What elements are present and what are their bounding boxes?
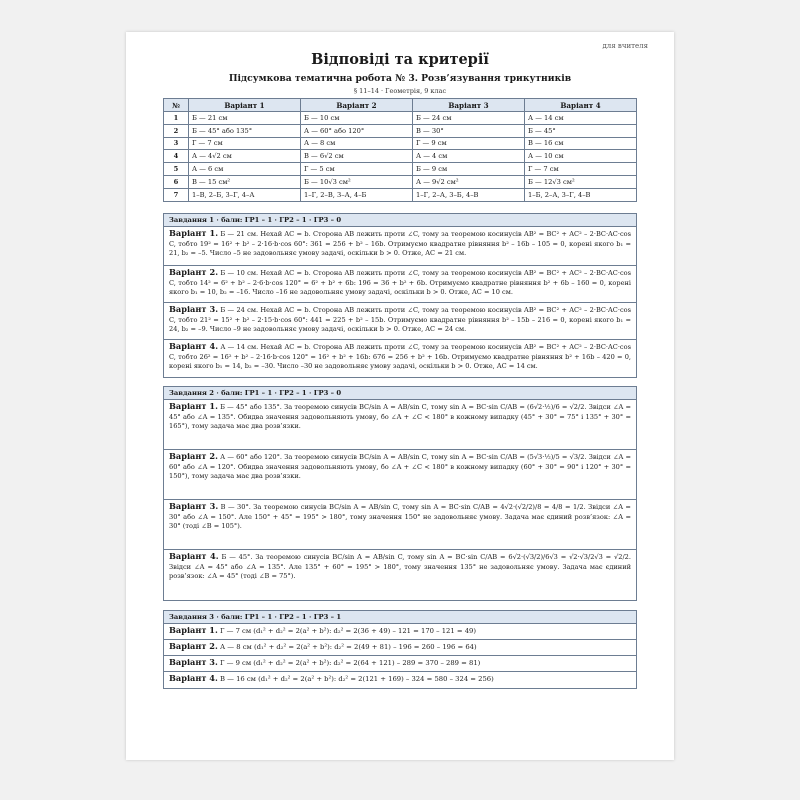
variant-label: Варіант 1. xyxy=(169,228,219,238)
section-note: § 11–14 · Геометрія, 9 клас xyxy=(353,87,447,95)
table-cell: Б — 10 см xyxy=(301,112,413,125)
task-2-heading: Завдання 2 · бали: ГР1 – 1 · ГР2 – 1 · ГР3 – 0 xyxy=(164,387,636,400)
table-cell: А — 6 см xyxy=(189,163,301,176)
variant-solution: А — 60° або 120°. За теоремою синусів BC/sin A = AB/sin C, тому sin A = BC·sin C/AB = (5√3·½)/5 = √3/2. Звідси ∠A = 60° або ∠A = 120°. Обидва значення задовольняють умову, бо ∠A + ∠C < 180° в кожному випадку (60° + 30° = 90° і 120° + 30° = 150°), тому задача має два розв’язки. xyxy=(169,453,631,481)
teacher-label: для вчителя xyxy=(602,42,648,50)
table-cell: Г — 7 см xyxy=(189,137,301,150)
table-cell: 4 xyxy=(164,150,189,163)
table-cell: Б — 21 см xyxy=(189,112,301,125)
table-cell: А — 10 см xyxy=(525,150,637,163)
variant-solution: В — 30°. За теоремою синусів BC/sin A = AB/sin C, тому sin A = BC·sin C/AB = 4√2·(√2/2)/8 = 4/8 = 1/2. Звідси ∠A = 30° або ∠A = 150°. Але 150° + 45° = 195° > 180°, тому значення 150° не задовольняє умову. Задача має єдиний розв’язок: ∠A = 30° (тоді ∠B = 105°). xyxy=(169,503,631,531)
table-row xyxy=(164,137,637,150)
variant-solution: А — 14 см. Нехай AC = b. Сторона AB лежить проти ∠C, тому за теоремою косинусів AB² = BC² + AC² – 2·BC·AC·cos C, тобто 26² = 16² + b² – 2·16·b·cos 120° = 16² + b² + 16b: 676 = 256 + b² + 16b. Отримуємо квадратне рівняння b² + 16b – 420 = 0, корені якого b₁ = 14, b₂ = –30. Число –30 не задовольняє умову задачі, оскільки b > 0. Отже, AC = 14 см. xyxy=(169,343,631,371)
table-row xyxy=(164,150,637,163)
variant-solution: В — 16 см (d₁² + d₂² = 2(a² + b²): d₂² = 2(121 + 169) – 324 = 580 – 324 = 256) xyxy=(219,675,494,683)
table-cell: Б — 45° xyxy=(525,124,637,137)
header-variant-4: Варіант 4 xyxy=(525,99,637,112)
table-row xyxy=(164,175,637,188)
table-cell: А — 4√2 см xyxy=(189,150,301,163)
task-3-variant-4 xyxy=(164,672,636,688)
table-cell: В — 30° xyxy=(413,124,525,137)
variant-solution: Б — 24 см. Нехай AC = b. Сторона AB лежить проти ∠C, тому за теоремою косинусів AB² = BC² + AC² – 2·BC·AC·cos C, тобто 21² = 15² + b² – 2·15·b·cos 60°: 441 = 225 + b² – 15b. Отримуємо квадратне рівняння b² – 15b – 216 = 0, корені якого b₁ = 24, b₂ = –9. Число –9 не задовольняє умову задачі, оскільки b > 0. Отже, AC = 24 см. xyxy=(169,306,631,334)
task-2-variant-1 xyxy=(164,400,636,450)
task-1-variant-3 xyxy=(164,303,636,340)
variant-label: Варіант 3. xyxy=(169,304,219,314)
task-3-variant-1 xyxy=(164,624,636,640)
task-2-variant-3 xyxy=(164,500,636,550)
variant-solution: Г — 7 см (d₁² + d₂² = 2(a² + b²): d₂² = 2(36 + 49) – 121 = 170 – 121 = 49) xyxy=(219,627,476,635)
table-cell: А — 9√2 см² xyxy=(413,175,525,188)
table-cell: Б — 10√3 см² xyxy=(301,175,413,188)
table-cell: В — 16 см xyxy=(525,137,637,150)
table-cell: А — 4 см xyxy=(413,150,525,163)
table-cell: Б — 24 см xyxy=(413,112,525,125)
table-cell: Б — 9 см xyxy=(413,163,525,176)
table-cell: 2 xyxy=(164,124,189,137)
task-1-variant-1 xyxy=(164,227,636,266)
table-row xyxy=(164,188,637,201)
table-cell: 1–В, 2–Б, 3–Г, 4–А xyxy=(189,188,301,201)
variant-label: Варіант 2. xyxy=(169,267,219,277)
table-cell: 3 xyxy=(164,137,189,150)
task-3-heading: Завдання 3 · бали: ГР1 – 1 · ГР2 – 1 · ГР3 – 1 xyxy=(164,611,636,624)
answers-table xyxy=(163,98,637,202)
variant-label: Варіант 3. xyxy=(169,657,218,667)
task-3-block xyxy=(163,610,637,689)
table-cell: Б — 45° або 135° xyxy=(189,124,301,137)
table-cell: 7 xyxy=(164,188,189,201)
table-cell: В — 6√2 см xyxy=(301,150,413,163)
variant-solution: Б — 45° або 135°. За теоремою синусів BC/sin A = AB/sin C, тому sin A = BC·sin C/AB = (6√2·½)/6 = √2/2. Звідси ∠A = 45° або ∠A = 135°. Обидва значення задовольняють умову, бо ∠A + ∠C < 180° в кожному випадку (45° + 30° = 75° і 135° + 30° = 165°), тому задача має два розв’язки. xyxy=(169,403,631,431)
variant-label: Варіант 4. xyxy=(169,673,218,683)
table-cell: 6 xyxy=(164,175,189,188)
variant-solution: А — 8 см (d₁² + d₂² = 2(a² + b²): d₂² = 2(49 + 81) – 196 = 260 – 196 = 64) xyxy=(219,643,477,651)
table-cell: 5 xyxy=(164,163,189,176)
table-cell: 1–Б, 2–А, 3–Г, 4–В xyxy=(525,188,637,201)
variant-solution: Г — 9 см (d₁² + d₂² = 2(a² + b²): d₂² = 2(64 + 121) – 289 = 370 – 289 = 81) xyxy=(219,659,481,667)
header-variant-3: Варіант 3 xyxy=(413,99,525,112)
task-1-heading: Завдання 1 · бали: ГР1 – 1 · ГР2 – 1 · ГР3 – 0 xyxy=(164,214,636,227)
task-2-variant-4 xyxy=(164,550,636,600)
table-cell: Г — 7 см xyxy=(525,163,637,176)
variant-solution: Б — 21 см. Нехай AC = b. Сторона AB лежить проти ∠C, тому за теоремою косинусів AB² = BC² + AC² – 2·BC·AC·cos C, тобто 19² = 16² + b² – 2·16·b·cos 60°: 361 = 256 + b² – 16b. Отримуємо квадратне рівняння b² – 16b – 105 = 0, корені якого b₁ = 21, b₂ = –5. Число –5 не задовольняє умову задачі, оскільки b > 0. Отже, AC = 21 см. xyxy=(169,230,631,258)
variant-label: Варіант 3. xyxy=(169,501,219,511)
table-cell: А — 14 см xyxy=(525,112,637,125)
variant-label: Варіант 1. xyxy=(169,401,218,411)
task-1-variant-2 xyxy=(164,266,636,303)
answers-header-row xyxy=(164,99,637,112)
variant-label: Варіант 1. xyxy=(169,625,218,635)
task-1-variant-4 xyxy=(164,340,636,377)
table-cell: 1–Г, 2–А, 3–Б, 4–В xyxy=(413,188,525,201)
task-3-variant-3 xyxy=(164,656,636,672)
header-variant-1: Варіант 1 xyxy=(189,99,301,112)
table-cell: А — 8 см xyxy=(301,137,413,150)
variant-label: Варіант 2. xyxy=(169,641,218,651)
variant-solution: Б — 45°. За теоремою синусів BC/sin A = AB/sin C, тому sin A = BC·sin C/AB = 6√2·(√3/2)/6√3 = √2·√3/2√3 = √2/2. Звідси ∠A = 45° або ∠A = 135°. Але 135° + 60° = 195° > 180°, тому значення 135° не задовольняє умову. Задача має єдиний розв’язок: ∠A = 45° (тоді ∠B = 75°). xyxy=(169,553,631,581)
task-1-block xyxy=(163,213,637,378)
table-cell: 1 xyxy=(164,112,189,125)
variant-solution: Б — 10 см. Нехай AC = b. Сторона AB лежить проти ∠C, тому за теоремою косинусів AB² = BC² + AC² – 2·BC·AC·cos C, тобто 14² = 6² + b² – 2·6·b·cos 120° = 6² + b² + 6b: 196 = 36 + b² + 6b. Отримуємо квадратне рівняння b² + 6b – 160 = 0, корені якого b₁ = 10, b₂ = –16. Число –16 не задовольняє умову задачі, оскільки b > 0. Отже, AC = 10 см. xyxy=(169,269,631,297)
header-variant-2: Варіант 2 xyxy=(301,99,413,112)
table-cell: Г — 9 см xyxy=(413,137,525,150)
table-cell: А — 60° або 120° xyxy=(301,124,413,137)
task-3-variant-2 xyxy=(164,640,636,656)
table-cell: Б — 12√3 см² xyxy=(525,175,637,188)
table-row xyxy=(164,163,637,176)
table-cell: 1–Г, 2–В, 3–А, 4–Б xyxy=(301,188,413,201)
page-subtitle: Підсумкова тематична робота № 3. Розв’язування трикутників xyxy=(228,73,572,84)
variant-label: Варіант 4. xyxy=(169,551,219,561)
table-cell: В — 15 см² xyxy=(189,175,301,188)
task-2-variant-2 xyxy=(164,450,636,500)
header-number: № xyxy=(164,99,189,112)
page-title: Відповіді та критерії xyxy=(311,51,489,68)
table-row xyxy=(164,112,637,125)
variant-label: Варіант 4. xyxy=(169,341,219,351)
task-2-block xyxy=(163,386,637,601)
table-cell: Г — 5 см xyxy=(301,163,413,176)
table-row xyxy=(164,124,637,137)
answer-sheet-page xyxy=(126,32,674,760)
variant-label: Варіант 2. xyxy=(169,451,218,461)
